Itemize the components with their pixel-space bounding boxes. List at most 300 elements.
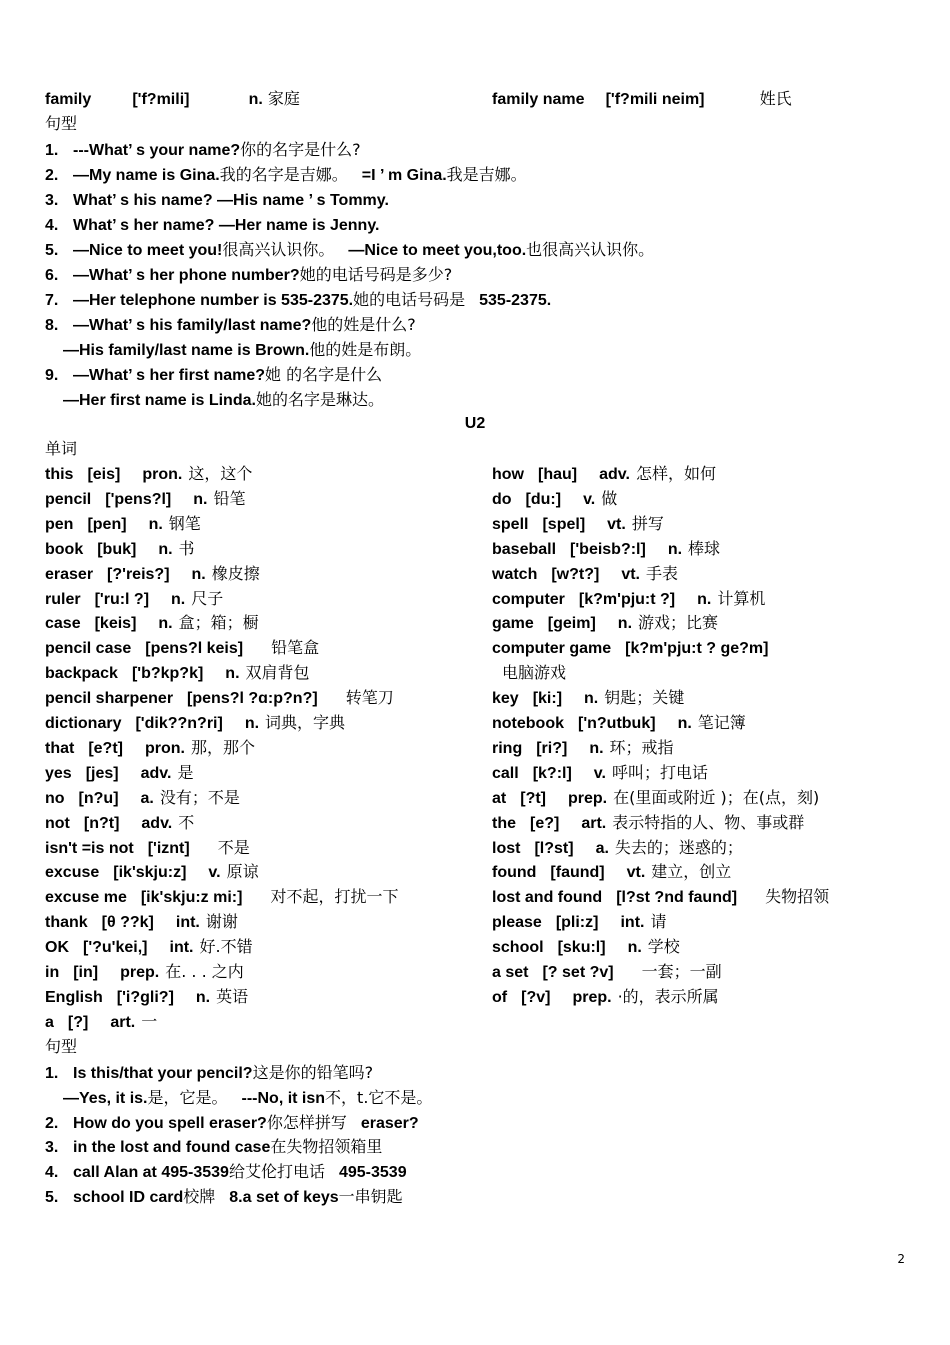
vocab-row-family bbox=[45, 89, 300, 109]
vocab-cn: 表示特指的人、物、事或群 bbox=[612, 812, 805, 832]
vocab-word: found bbox=[492, 864, 537, 882]
vocab-row bbox=[45, 564, 260, 584]
sentence-number: 3. bbox=[45, 192, 59, 209]
vocab-cn: 转笔刀 bbox=[345, 688, 394, 708]
vocab-word: yes bbox=[45, 764, 72, 782]
vocab-ipa: [faund] bbox=[550, 864, 605, 882]
vocab-row bbox=[492, 838, 743, 858]
vocab-ipa: [geim] bbox=[547, 615, 596, 633]
vocab-ipa: [?'reis?] bbox=[107, 565, 170, 583]
vocab-cn: ·的，表示所属 bbox=[617, 986, 719, 1006]
vocab-cn: 铅笔 bbox=[213, 488, 246, 508]
vocab-word: do bbox=[492, 490, 512, 508]
vocab-pos: prep. bbox=[568, 789, 608, 807]
sentence-chinese: 很高兴认识你。 bbox=[222, 240, 335, 259]
vocab-word: book bbox=[45, 540, 84, 558]
sentence-english: ---What’ s your name? bbox=[73, 142, 241, 159]
vocab-pos: n. bbox=[195, 988, 211, 1006]
vocab-row bbox=[45, 589, 223, 609]
vocab-row bbox=[45, 838, 250, 858]
vocab-ipa: [ik'skju:z] bbox=[113, 864, 187, 882]
vocab-word: baseball bbox=[492, 540, 557, 558]
vocab-ipa: [n?u] bbox=[78, 789, 119, 807]
vocab-pos: n. bbox=[589, 739, 604, 757]
sentence-english: Is this/that your pencil? bbox=[73, 1065, 253, 1082]
vocab-row bbox=[492, 589, 765, 609]
vocab-cn: 铅笔盒 bbox=[271, 638, 320, 658]
vocab-cn: 那，那个 bbox=[190, 737, 255, 757]
vocab-word: pencil case bbox=[45, 640, 132, 658]
vocab-pos: vt. bbox=[621, 565, 640, 583]
vocab-cn: 拼写 bbox=[631, 513, 664, 533]
vocab-pos: a. bbox=[595, 839, 609, 857]
vocab-pos: int. bbox=[169, 939, 194, 957]
vocab-row bbox=[492, 489, 617, 509]
vocab-cn: 一 bbox=[141, 1011, 158, 1031]
sentence-english-2: ---No, it isn bbox=[241, 1089, 326, 1107]
vocab-ipa: [du:] bbox=[525, 490, 562, 508]
vocab-pos: n. bbox=[158, 540, 173, 558]
sentence-number: 2. bbox=[45, 1114, 59, 1132]
vocab-ipa: ['iznt] bbox=[147, 839, 190, 857]
vocab-row bbox=[45, 962, 244, 982]
sentence-row bbox=[45, 290, 551, 310]
unit-title: U2 bbox=[464, 415, 486, 432]
vocab-cn: 棒球 bbox=[688, 538, 721, 558]
vocab-word: not bbox=[45, 814, 70, 832]
vocab-word: of bbox=[492, 988, 508, 1006]
vocab-ipa: ['f?mili neim] bbox=[605, 91, 705, 108]
vocab-word: backpack bbox=[45, 665, 118, 683]
sentence-number: 2. bbox=[45, 167, 59, 184]
vocab-word: call bbox=[492, 764, 519, 782]
vocab-ipa: [?t] bbox=[520, 789, 546, 807]
vocab-pos: adv. bbox=[140, 764, 172, 782]
vocab-ipa: ['?u'kei,] bbox=[83, 939, 148, 957]
vocab-row bbox=[45, 862, 259, 882]
vocab-ipa: [k?:l] bbox=[532, 764, 572, 782]
vocab-word: English bbox=[45, 988, 103, 1006]
vocab-pos: n. bbox=[158, 615, 173, 633]
vocab-row bbox=[45, 987, 248, 1007]
vocab-pos: vt. bbox=[626, 864, 646, 882]
vocab-pos: n. bbox=[193, 490, 208, 508]
vocab-word: notebook bbox=[492, 715, 564, 732]
vocab-row bbox=[45, 887, 398, 907]
vocab-pos: art. bbox=[110, 1013, 136, 1031]
vocab-row bbox=[492, 564, 678, 584]
sentence-row bbox=[45, 1113, 419, 1133]
vocab-cn: 手表 bbox=[646, 563, 679, 583]
sentence-row bbox=[45, 265, 452, 285]
vocab-word: lost and found bbox=[492, 889, 603, 907]
sentence-chinese: 他的姓是布朗。 bbox=[309, 340, 422, 359]
vocab-cn: 失去的；迷惑的； bbox=[614, 837, 743, 857]
sentence-row bbox=[45, 190, 389, 210]
vocab-ipa: [e?] bbox=[530, 814, 560, 832]
vocab-row bbox=[492, 987, 719, 1007]
vocab-cn: 橡皮擦 bbox=[211, 563, 260, 583]
sentence-english-2: eraser? bbox=[360, 1114, 419, 1132]
vocab-cn: 建立，创立 bbox=[651, 862, 732, 882]
sentence-number: 5. bbox=[45, 1189, 59, 1206]
vocab-row bbox=[45, 713, 345, 733]
vocab-ipa: [pens?l ?ɑ:p?n?] bbox=[187, 690, 318, 708]
vocab-cn: 不 bbox=[178, 812, 195, 832]
sentence-english: call Alan at 495-3539 bbox=[73, 1164, 229, 1182]
vocab-word: spell bbox=[492, 515, 529, 533]
vocab-cn: 家庭 bbox=[267, 89, 300, 108]
vocab-word: family bbox=[45, 91, 92, 108]
sentence-row bbox=[45, 1088, 432, 1108]
vocab-cn: 在. . . 之内 bbox=[165, 962, 244, 981]
sentence-number: 3. bbox=[45, 1139, 59, 1157]
vocab-cn: 没有；不是 bbox=[159, 787, 240, 807]
vocab-pos: v. bbox=[593, 764, 606, 782]
sentence-chinese: 她的电话号码是多少? bbox=[299, 265, 453, 284]
sentence-chinese: 给艾伦打电话 bbox=[228, 1162, 325, 1182]
vocab-row bbox=[492, 638, 768, 658]
vocab-cn: 在(里面或附近 )；在(点，刻) bbox=[613, 787, 820, 807]
vocab-ipa: [w?t?] bbox=[551, 565, 600, 583]
sentence-english: How do you spell eraser? bbox=[73, 1114, 267, 1132]
vocab-word: thank bbox=[45, 914, 88, 932]
vocab-word: computer game bbox=[492, 640, 612, 658]
sentence-english: —His family/last name is Brown. bbox=[63, 342, 310, 359]
vocab-row bbox=[492, 813, 804, 833]
sentence-chinese: 我的名字是吉娜。 bbox=[219, 165, 348, 184]
vocab-word: no bbox=[45, 789, 65, 807]
sentence-chinese: 她的名字是琳达。 bbox=[255, 390, 384, 409]
vocab-word: pen bbox=[45, 515, 74, 533]
vocab-ipa: ['f?mili] bbox=[132, 91, 190, 108]
vocab-pos: n. bbox=[667, 540, 683, 558]
vocab-cn: 是 bbox=[177, 762, 194, 782]
sentence-row bbox=[45, 1137, 382, 1157]
vocab-cn: 笔记簿 bbox=[697, 713, 746, 732]
vocab-row bbox=[492, 862, 731, 882]
vocab-pos: pron. bbox=[142, 466, 183, 483]
vocab-row bbox=[492, 912, 666, 932]
vocab-pos: adv. bbox=[141, 814, 173, 832]
sentence-number: 6. bbox=[45, 267, 59, 284]
vocab-pos: pron. bbox=[144, 739, 185, 757]
sentence-english-2: 495-3539 bbox=[338, 1164, 407, 1182]
vocab-word: case bbox=[45, 615, 81, 633]
sentence-english: —What’ s her phone number? bbox=[73, 267, 300, 284]
sentence-chinese: 她的电话号码是 bbox=[353, 290, 466, 309]
sentence-chinese-2: 也很高兴认识你。 bbox=[526, 240, 655, 259]
vocab-pos: prep. bbox=[120, 964, 160, 981]
sentence-number: 7. bbox=[45, 292, 59, 309]
vocab-ipa: [keis] bbox=[94, 615, 137, 633]
vocab-row bbox=[492, 788, 819, 808]
vocab-row bbox=[492, 713, 746, 733]
vocab-ipa: [? set ?v] bbox=[542, 964, 614, 981]
sentence-chinese: 他的姓是什么? bbox=[311, 315, 416, 334]
sentence-number: 1. bbox=[45, 142, 59, 159]
vocab-word: computer bbox=[492, 590, 565, 608]
vocab-word: excuse me bbox=[45, 889, 127, 907]
sentence-english-2: —Nice to meet you,too. bbox=[348, 242, 527, 259]
vocab-cn: 对不起，打扰一下 bbox=[270, 887, 399, 907]
vocab-cn: 这，这个 bbox=[188, 464, 253, 483]
vocab-row bbox=[492, 464, 716, 484]
vocab-ipa: [n?t] bbox=[83, 814, 120, 832]
vocab-cn: 怎样，如何 bbox=[635, 464, 716, 483]
vocab-pos: v. bbox=[208, 864, 221, 882]
sentence-english: What’ s her name? —Her name is Jenny. bbox=[73, 217, 380, 234]
vocab-pos: n. bbox=[627, 939, 642, 957]
vocab-word: isn't =is not bbox=[45, 839, 134, 857]
vocab-pos: n. bbox=[171, 590, 186, 608]
vocab-ipa: [jes] bbox=[85, 764, 119, 782]
vocab-pos: n. bbox=[584, 690, 599, 708]
vocab-cn: 姓氏 bbox=[759, 89, 792, 108]
vocab-ipa: [eis] bbox=[87, 466, 121, 483]
vocab-pos: n. bbox=[248, 91, 263, 108]
vocab-ipa: [ri?] bbox=[536, 739, 568, 757]
vocab-cn: 呼叫；打电话 bbox=[611, 762, 708, 782]
vocab-pos: art. bbox=[581, 814, 607, 832]
vocab-cn: 谢谢 bbox=[205, 912, 238, 932]
vocab-pos: n. bbox=[617, 615, 633, 633]
vocab-row bbox=[45, 813, 194, 833]
vocab-ipa: [θ ??k] bbox=[101, 914, 154, 932]
sentence-number: 8. bbox=[45, 317, 59, 334]
vocab-ipa: ['beisb?:l] bbox=[570, 540, 646, 558]
sentence-row bbox=[45, 365, 382, 385]
vocab-row bbox=[492, 663, 566, 683]
vocab-word: this bbox=[45, 466, 74, 483]
vocab-ipa: [k?m'pju:t ? ge?m] bbox=[625, 640, 769, 658]
vocab-ipa: ['i?gli?] bbox=[116, 988, 174, 1006]
vocab-word: in bbox=[45, 964, 60, 981]
vocab-word: school bbox=[492, 939, 544, 957]
vocab-ipa: [?v] bbox=[521, 988, 551, 1006]
vocab-word: please bbox=[492, 914, 542, 932]
sentence-english: —Her telephone number is 535-2375. bbox=[73, 292, 354, 309]
vocab-cn: 学校 bbox=[647, 937, 680, 957]
vocab-word: pencil sharpener bbox=[45, 690, 174, 708]
vocab-word: a set bbox=[492, 964, 529, 981]
vocab-cn: 钥匙；关键 bbox=[604, 688, 685, 708]
vocab-cn: 词典，字典 bbox=[265, 713, 346, 732]
vocab-cn: 计算机 bbox=[717, 588, 766, 608]
section-heading: 句型 bbox=[45, 1037, 78, 1056]
vocab-pos: v. bbox=[583, 490, 596, 508]
vocab-row bbox=[45, 613, 259, 633]
page-number: 2 bbox=[897, 1252, 905, 1266]
vocab-ipa: [spel] bbox=[542, 515, 586, 533]
vocab-ipa: [pli:z] bbox=[555, 914, 599, 932]
vocab-cn: 电脑游戏 bbox=[502, 663, 567, 683]
vocab-row bbox=[45, 937, 253, 957]
vocab-pos: n. bbox=[677, 715, 692, 732]
sentence-row bbox=[45, 1162, 407, 1182]
vocab-cn: 钢笔 bbox=[168, 513, 201, 533]
vocab-cn: 请 bbox=[650, 912, 667, 932]
sentence-chinese: 你的名字是什么? bbox=[240, 140, 361, 159]
sentence-row bbox=[45, 240, 654, 260]
vocab-ipa: [k?m'pju:t ?] bbox=[578, 590, 676, 608]
vocab-word: watch bbox=[492, 565, 538, 583]
section-heading: 单词 bbox=[45, 439, 78, 458]
vocab-row bbox=[45, 738, 255, 758]
sentence-chinese: 是，它是。 bbox=[147, 1087, 228, 1107]
vocab-cn: 英语 bbox=[216, 986, 249, 1006]
vocab-word: family name bbox=[492, 91, 585, 108]
vocab-row bbox=[45, 514, 201, 534]
vocab-row-family-name bbox=[492, 89, 792, 109]
vocab-pos: a. bbox=[140, 789, 154, 807]
vocab-ipa: [ik'skju:z mi:] bbox=[140, 889, 243, 907]
vocab-word: excuse bbox=[45, 864, 100, 882]
vocab-cn: 书 bbox=[178, 538, 195, 558]
vocab-word: dictionary bbox=[45, 715, 122, 732]
vocab-ipa: ['b?kp?k] bbox=[131, 665, 204, 683]
vocab-word: the bbox=[492, 814, 516, 832]
vocab-cn: 做 bbox=[601, 488, 618, 508]
vocab-cn: 失物招领 bbox=[765, 887, 830, 907]
vocab-ipa: [pen] bbox=[87, 515, 127, 533]
vocab-pos: n. bbox=[697, 590, 712, 608]
sentence-row bbox=[45, 315, 416, 335]
vocab-pos: n. bbox=[244, 715, 260, 732]
vocab-row bbox=[45, 663, 310, 683]
vocab-cn: 不是 bbox=[217, 837, 250, 857]
sentence-english: school ID card bbox=[73, 1189, 184, 1206]
vocab-row bbox=[45, 788, 240, 808]
vocab-pos: vt. bbox=[607, 515, 626, 533]
vocab-pos: n. bbox=[148, 515, 163, 533]
vocab-cn: 原谅 bbox=[226, 862, 259, 882]
vocab-word: lost bbox=[492, 839, 521, 857]
vocab-row bbox=[492, 539, 720, 559]
vocab-ipa: [buk] bbox=[97, 540, 137, 558]
sentence-english: in the lost and found case bbox=[73, 1139, 271, 1157]
sentence-number: 5. bbox=[45, 242, 59, 259]
sentence-row bbox=[45, 165, 527, 185]
sentence-chinese-2: 一串钥匙 bbox=[338, 1187, 403, 1206]
sentence-english: —Yes, it is. bbox=[63, 1089, 148, 1107]
vocab-row bbox=[45, 1012, 157, 1032]
sentence-english: What’ s his name? —His name ’ s Tommy. bbox=[73, 192, 389, 209]
sentence-english: —Her first name is Linda. bbox=[63, 392, 256, 409]
sentence-chinese: 在失物招领箱里 bbox=[270, 1137, 383, 1157]
vocab-cn: 游戏；比赛 bbox=[638, 613, 719, 633]
vocab-row bbox=[492, 962, 722, 982]
sentence-row bbox=[45, 340, 421, 360]
vocab-ipa: ['pens?l] bbox=[105, 490, 172, 508]
sentence-number: 9. bbox=[45, 367, 59, 384]
sentence-english: —What’ s his family/last name? bbox=[73, 317, 312, 334]
vocab-word: pencil bbox=[45, 490, 92, 508]
sentence-number: 4. bbox=[45, 217, 59, 234]
vocab-row bbox=[45, 912, 238, 932]
vocab-word: game bbox=[492, 615, 534, 633]
vocab-word: ruler bbox=[45, 590, 81, 608]
sentence-english: —My name is Gina. bbox=[73, 167, 220, 184]
vocab-ipa: [in] bbox=[73, 964, 99, 981]
vocab-ipa: [hau] bbox=[538, 466, 578, 483]
vocab-row bbox=[492, 738, 674, 758]
sentence-number: 4. bbox=[45, 1164, 59, 1182]
vocab-pos: int. bbox=[620, 914, 645, 932]
vocab-row bbox=[492, 514, 664, 534]
vocab-ipa: [pens?l keis] bbox=[145, 640, 244, 658]
vocab-row bbox=[45, 638, 319, 658]
vocab-word: eraser bbox=[45, 565, 94, 583]
vocab-cn: 尺子 bbox=[191, 588, 224, 608]
vocab-row bbox=[492, 937, 680, 957]
sentence-row bbox=[45, 140, 361, 160]
vocab-ipa: ['ru:l ?] bbox=[94, 590, 150, 608]
vocab-row bbox=[492, 887, 829, 907]
sentence-chinese: 这是你的铅笔吗? bbox=[252, 1063, 374, 1082]
sentence-number: 1. bbox=[45, 1065, 59, 1082]
vocab-ipa: [ki:] bbox=[532, 690, 563, 708]
vocab-row bbox=[492, 763, 708, 783]
vocab-pos: n. bbox=[191, 565, 206, 583]
vocab-cn: 盒；箱；橱 bbox=[178, 613, 259, 633]
vocab-pos: adv. bbox=[599, 466, 630, 483]
vocab-row bbox=[45, 539, 195, 559]
vocab-row bbox=[492, 613, 718, 633]
vocab-word: a bbox=[45, 1013, 54, 1031]
vocab-row bbox=[45, 763, 193, 783]
vocab-row bbox=[45, 489, 246, 509]
sentence-chinese-2: 我是吉娜。 bbox=[446, 165, 527, 184]
vocab-cn: 好.不错 bbox=[199, 937, 253, 957]
vocab-cn: 一套；一副 bbox=[641, 962, 722, 981]
vocab-pos: n. bbox=[225, 665, 240, 683]
vocab-word: at bbox=[492, 789, 507, 807]
sentence-english: —Nice to meet you! bbox=[73, 242, 223, 259]
section-heading: 句型 bbox=[45, 114, 78, 133]
vocab-word: that bbox=[45, 739, 75, 757]
vocab-cn: 环；戒指 bbox=[609, 737, 674, 757]
vocab-pos: prep. bbox=[572, 988, 612, 1006]
vocab-word: key bbox=[492, 690, 519, 708]
sentence-chinese: 校牌 bbox=[183, 1187, 216, 1206]
sentence-english: —What’ s her first name? bbox=[73, 367, 266, 384]
vocab-ipa: [l?st ?nd faund] bbox=[616, 889, 738, 907]
sentence-row bbox=[45, 1063, 373, 1083]
sentence-chinese-2: 不，t.它不是。 bbox=[325, 1087, 433, 1107]
sentence-row bbox=[45, 390, 384, 410]
vocab-ipa: ['dik??n?ri] bbox=[135, 715, 223, 732]
vocab-ipa: [e?t] bbox=[88, 739, 123, 757]
sentence-chinese: 你怎样拼写 bbox=[266, 1112, 347, 1132]
sentence-english-2: 8.a set of keys bbox=[229, 1189, 339, 1206]
vocab-ipa: [sku:l] bbox=[557, 939, 606, 957]
sentence-row bbox=[45, 215, 379, 235]
vocab-row bbox=[492, 688, 684, 708]
sentence-row bbox=[45, 1187, 403, 1207]
vocab-ipa: [?] bbox=[67, 1013, 89, 1031]
vocab-ipa: [l?st] bbox=[534, 839, 574, 857]
sentence-chinese: 她 的名字是什么 bbox=[265, 365, 383, 384]
sentence-english-2: 535-2375. bbox=[479, 292, 552, 309]
vocab-cn: 双肩背包 bbox=[245, 663, 310, 683]
vocab-row bbox=[45, 688, 394, 708]
vocab-row bbox=[45, 464, 252, 484]
vocab-word: how bbox=[492, 466, 524, 483]
sentence-english-2: =I ’ m Gina. bbox=[361, 167, 447, 184]
vocab-word: ring bbox=[492, 739, 523, 757]
vocab-pos: int. bbox=[175, 914, 200, 932]
